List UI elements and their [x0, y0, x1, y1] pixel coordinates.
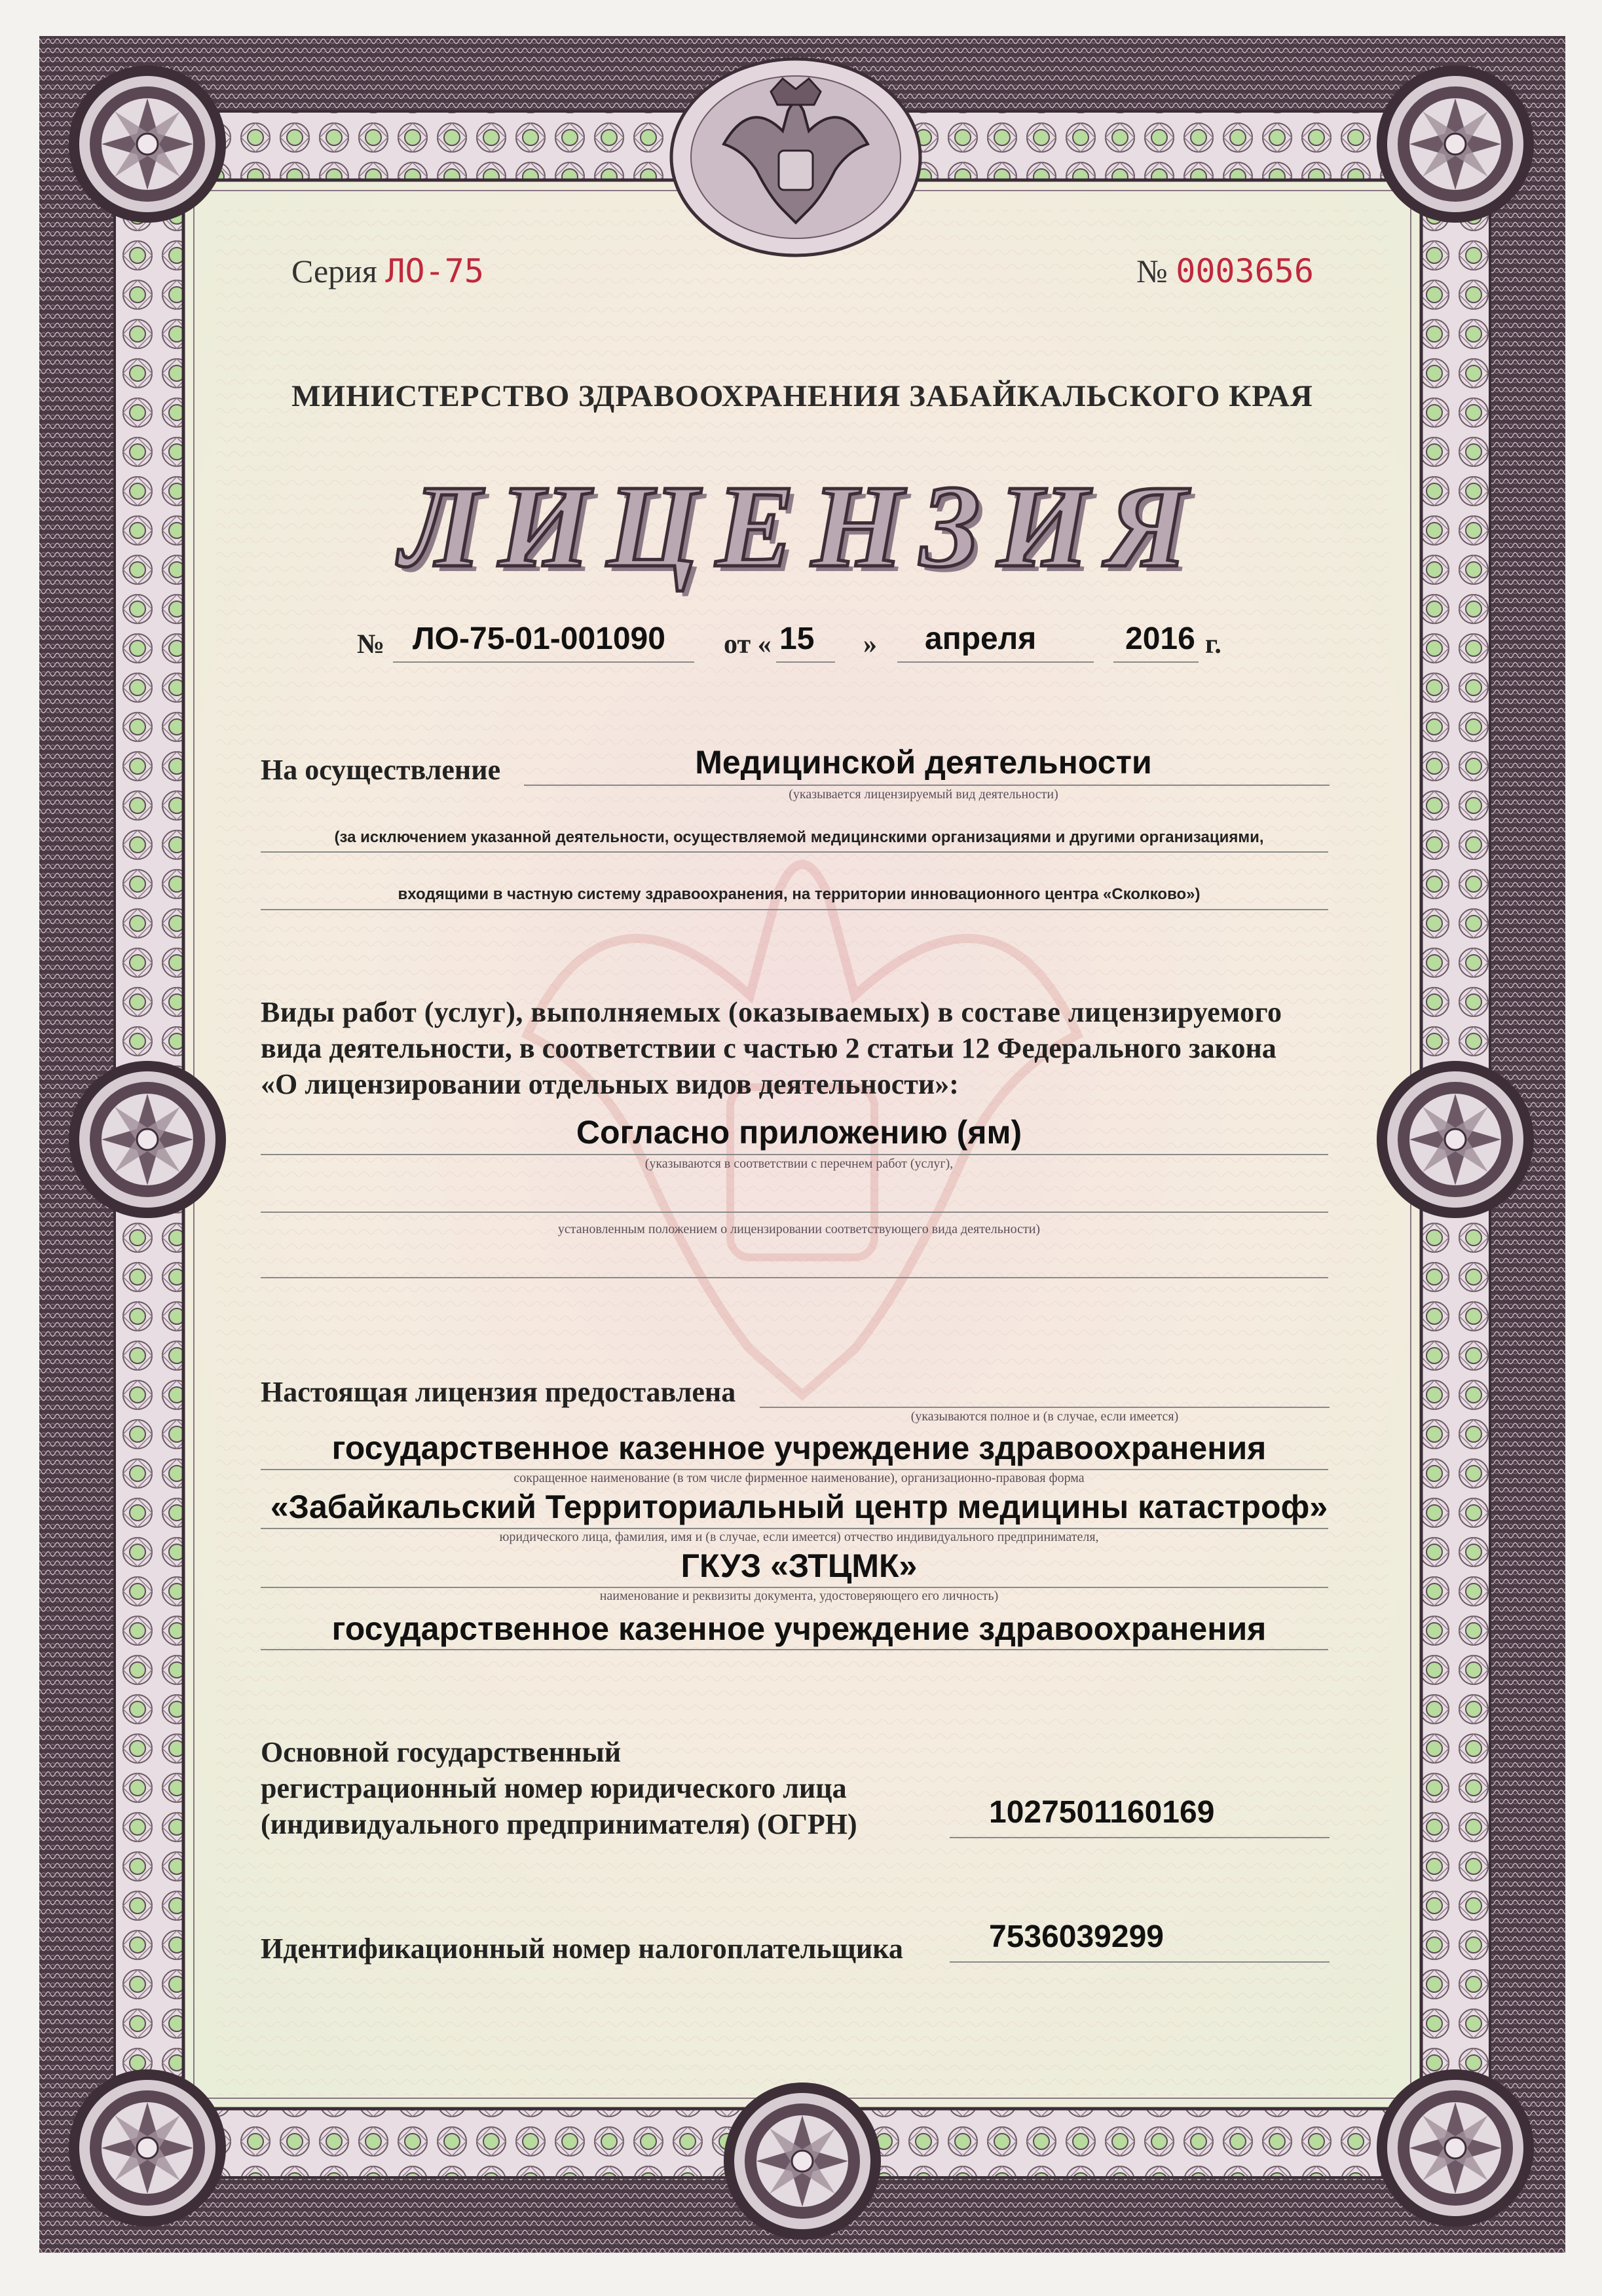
ministry-name: МИНИСТЕРСТВО ЗДРАВООХРАНЕНИЯ ЗАБАЙКАЛЬСКОГО КРАЯ [291, 379, 1313, 413]
holder-hint2: сокращенное наименование (в том числе фирменное наименование), организационно-правовая форма [513, 1471, 1085, 1485]
holder-hint4: наименование и реквизиты документа, удостоверяющего его личность) [599, 1589, 999, 1603]
activity-label: На осуществление [261, 754, 501, 786]
ogrn-label-line2: регистрационный номер юридического лица [261, 1772, 847, 1804]
date-month: апреля [925, 621, 1037, 656]
date-year-suffix: г. [1205, 629, 1221, 659]
date-day: 15 [779, 621, 815, 656]
holder-legal-form: государственное казенное учреждение здравоохранения [331, 1610, 1267, 1647]
activity-hint: (указывается лицензируемый вид деятельности) [789, 787, 1058, 802]
holder-hint1: (указываются полное и (в случае, если имеется) [910, 1409, 1179, 1424]
works-hint2: установленным положением о лицензировании соответствующего вида деятельности) [557, 1222, 1041, 1236]
works-text-line3: «О лицензировании отдельных видов деятельности»: [261, 1068, 959, 1100]
works-text-line2: вида деятельности, в соответствии с частью 2 статьи 12 Федерального закона [261, 1032, 1276, 1064]
number-label: № [1136, 253, 1168, 289]
document-title: ЛИЦЕНЗИЯ [400, 461, 1204, 591]
series-value: ЛО-75 [385, 252, 484, 290]
works-text-line1: Виды работ (услуг), выполняемых (оказываемых) в составе лицензируемого [261, 996, 1282, 1028]
blank-number: 0003656 [1176, 252, 1314, 290]
holder-label: Настоящая лицензия предоставлена [261, 1376, 736, 1408]
license-number: ЛО-75-01-001090 [413, 621, 665, 656]
series-label: Серия [291, 253, 377, 289]
holder-line1: государственное казенное учреждение здравоохранения [331, 1430, 1267, 1466]
holder-short-name: ГКУЗ «ЗТЦМК» [680, 1547, 918, 1584]
activity-value: Медицинской деятельности [695, 744, 1152, 781]
activity-exception-line2: входящими в частную систему здравоохранения, на территории инновационного центра «Сколково») [398, 885, 1201, 903]
works-hint1: (указываются в соответствии с перечнем работ (услуг), [644, 1157, 954, 1171]
date-from-label: от « [724, 629, 772, 659]
inn-value: 7536039299 [989, 1919, 1164, 1954]
holder-line2: «Забайкальский Территориальный центр медицины катастроф» [270, 1489, 1328, 1525]
inn-label: Идентификационный номер налогоплательщика [261, 1933, 903, 1965]
license-no-label: № [357, 629, 385, 659]
ogrn-label-line3: (индивидуального предпринимателя) (ОГРН) [261, 1808, 857, 1840]
date-quote-close: » [863, 629, 877, 659]
ogrn-value: 1027501160169 [989, 1795, 1215, 1830]
date-year: 2016 [1125, 621, 1195, 656]
activity-exception-line1: (за исключением указанной деятельности, осуществляемой медицинскими организациями и другими организациями, [334, 828, 1264, 846]
works-value: Согласно приложению (ям) [576, 1114, 1022, 1151]
holder-hint3: юридического лица, фамилия, имя и (в случае, если имеется) отчество индивидуального предпринимателя, [499, 1530, 1099, 1544]
ogrn-label-line1: Основной государственный [261, 1736, 622, 1768]
